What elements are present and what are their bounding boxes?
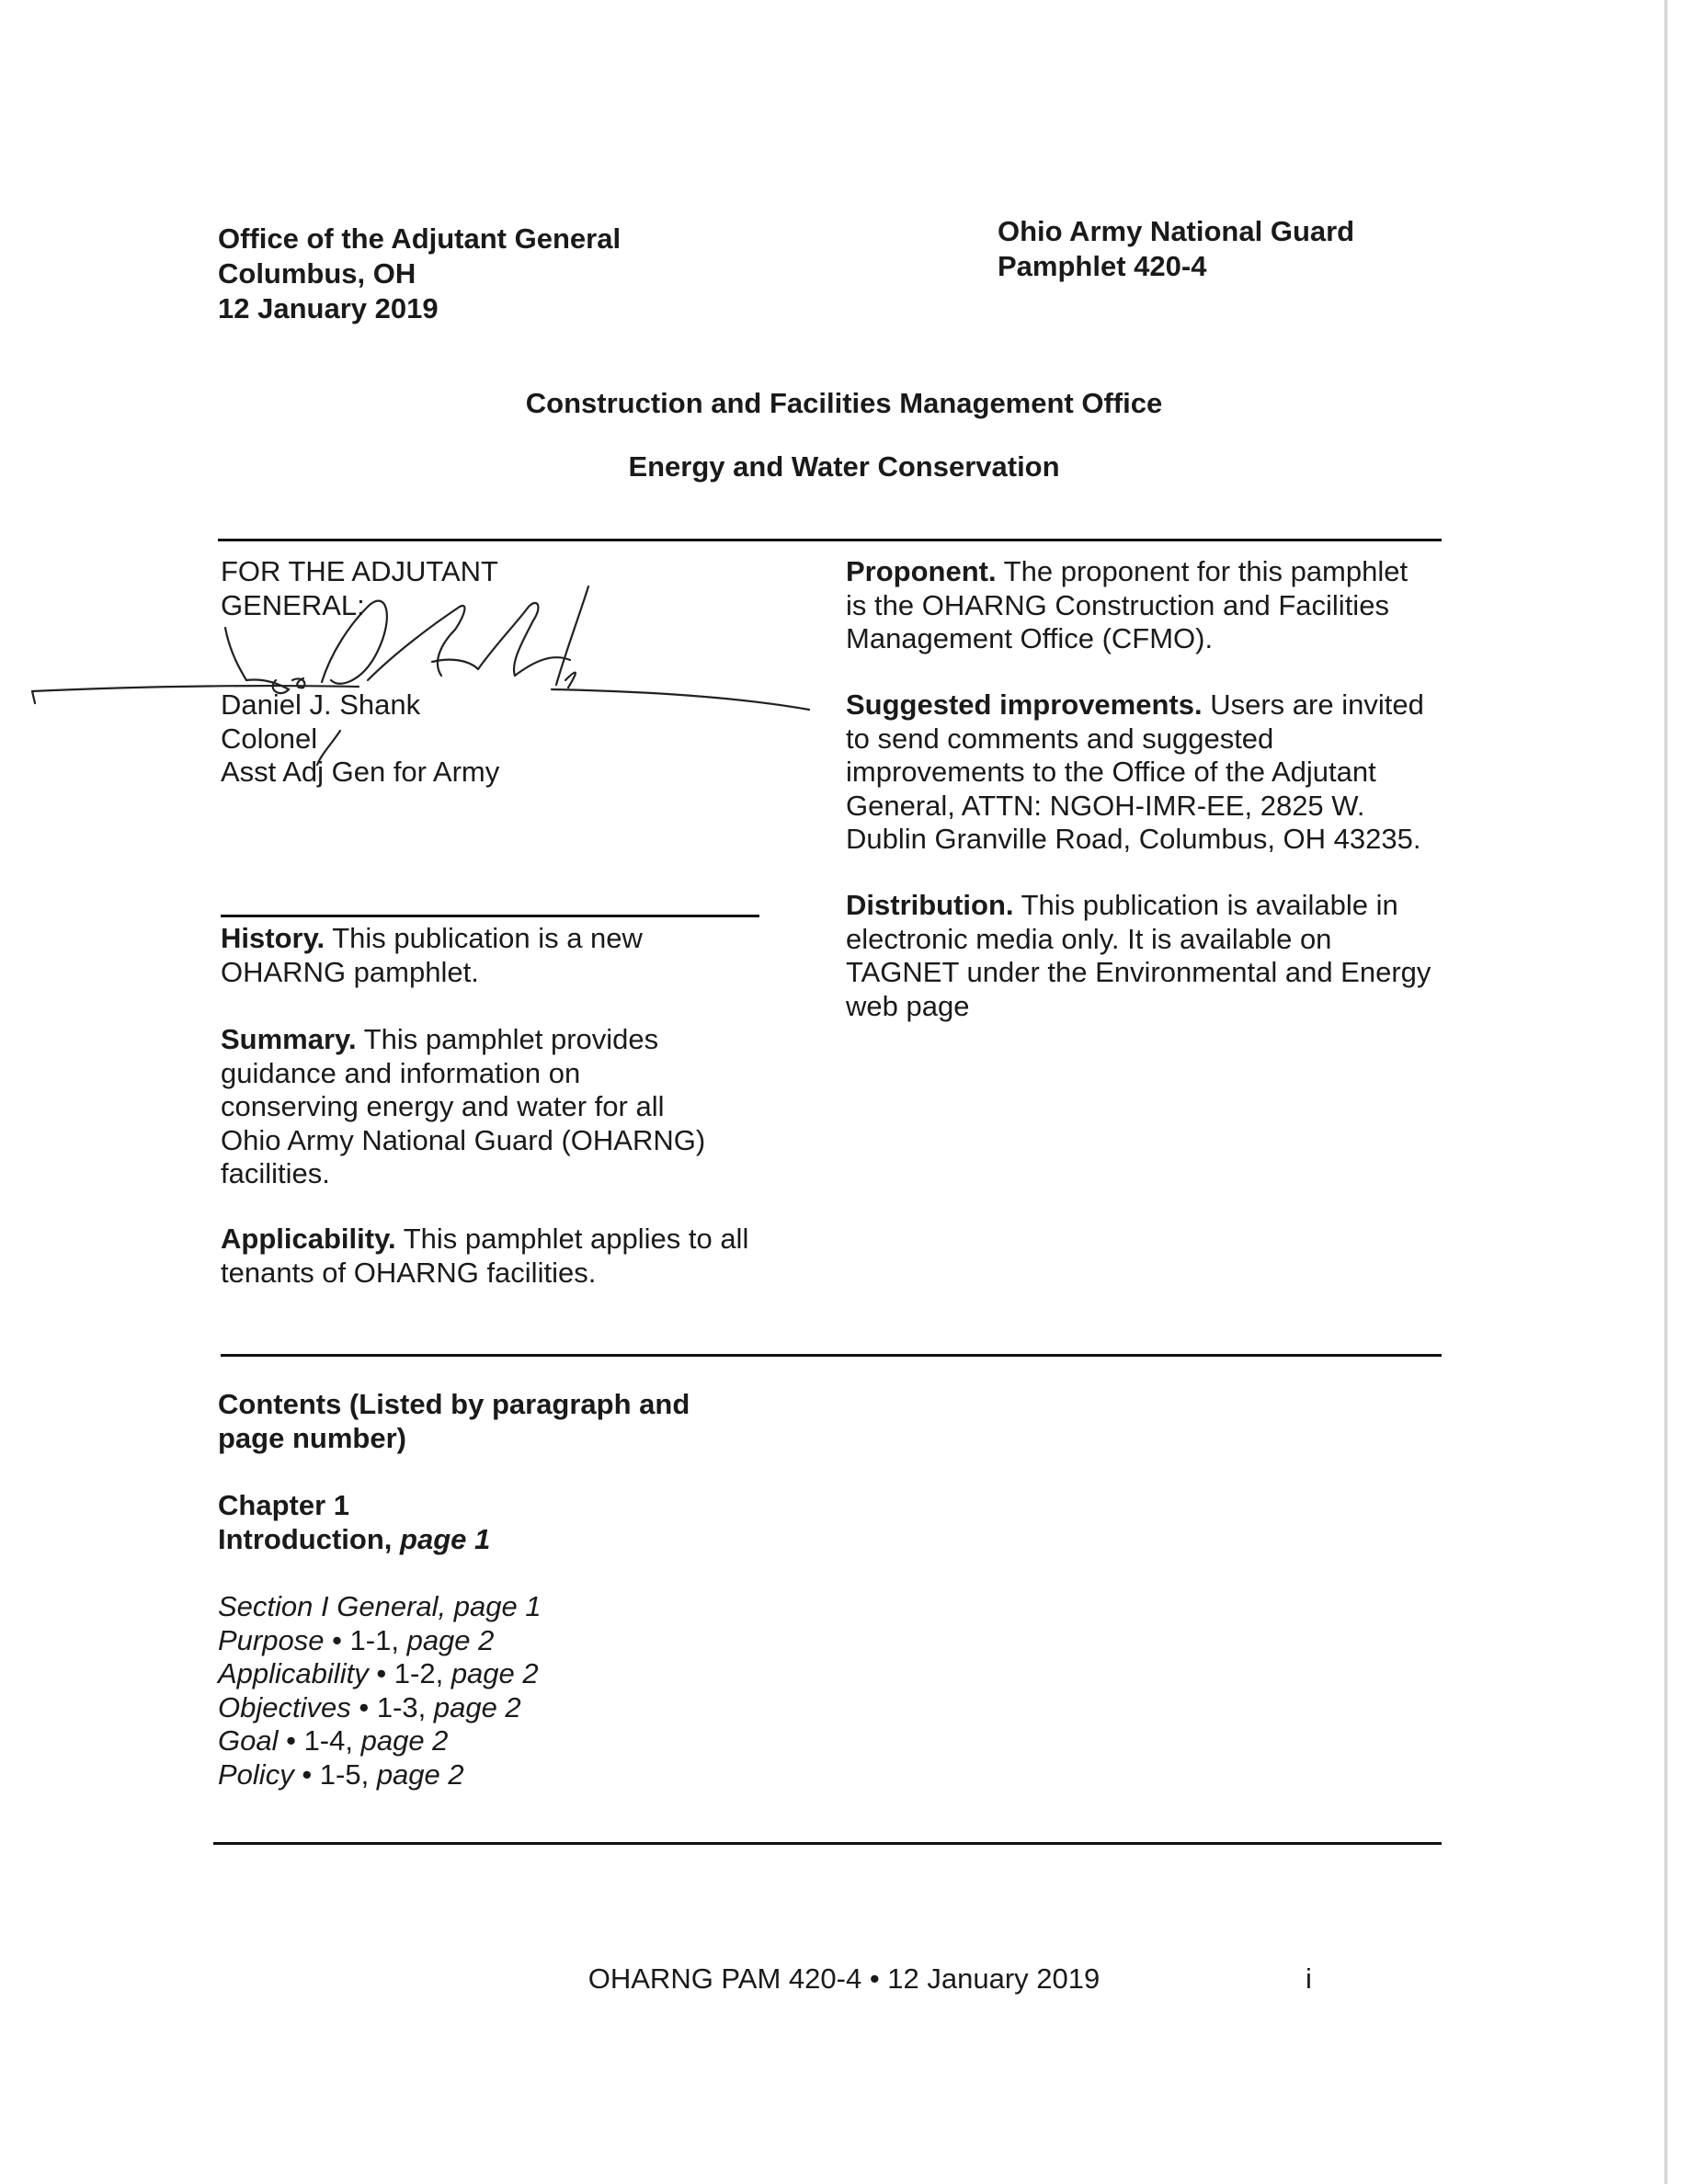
header-city: Columbus, OH [218,257,416,290]
chapter-title: Introduction, [218,1522,393,1555]
header-organization: Ohio Army National Guard [998,215,1355,247]
header-office: Office of the Adjutant General [218,222,622,255]
footer-text: OHARNG PAM 420-4 • 12 January 2019 [587,1962,1101,1995]
suggested-improvements-text: Users are invited [1210,688,1424,721]
history-line: OHARNG pamphlet. [221,955,479,988]
scan-edge [1664,0,1668,2184]
suggested-improvements-line: Dublin Granville Road, Columbus, OH 43235. [846,823,1421,855]
proponent-text: The proponent for this pamphlet [1003,555,1409,587]
proponent-section [846,555,1408,656]
middle-rule [221,1354,1442,1357]
suggested-improvements-line: improvements to the Office of the Adjutant [846,756,1376,788]
distribution-line: electronic media only. It is available on [846,922,1332,955]
toc-item[interactable]: Goal • 1-4, page 2 [218,1724,449,1757]
distribution-text: This publication is available in [1021,889,1398,921]
signatory-title: Asst Adj Gen for Army [221,756,500,788]
applicability-line: tenants of OHARNG facilities. [221,1256,597,1289]
contents-heading-line-2: page number) [218,1421,406,1454]
applicability-heading: Applicability. [221,1223,396,1255]
header-right [998,214,1354,284]
toc-item[interactable]: Section I General, page 1 [218,1590,542,1622]
history-section [221,922,643,989]
proponent-line: is the OHARNG Construction and Facilities [846,588,1389,621]
suggested-improvements-line: General, ATTN: NGOH-IMR-EE, 2825 W. [846,789,1365,822]
contents-heading-line-1: Contents (Listed by paragraph and [218,1388,690,1420]
header-date: 12 January 2019 [218,292,439,324]
summary-text: This pamphlet provides [363,1023,659,1055]
office-title: Construction and Facilities Management Office [525,387,1163,419]
signatory-rank: Colonel [221,722,318,755]
for-label-line-1: FOR THE ADJUTANT [221,555,498,587]
proponent-line: Management Office (CFMO). [846,622,1214,654]
toc-item[interactable]: Applicability • 1-2, page 2 [218,1657,539,1689]
header-pamphlet-number: Pamphlet 420-4 [998,250,1207,282]
summary-line: guidance and information on [221,1056,581,1089]
bottom-rule [213,1842,1442,1845]
toc-item[interactable]: Policy • 1-5, page 2 [218,1757,464,1791]
page-number: i [1306,1962,1312,1995]
distribution-line: TAGNET under the Environmental and Energy [846,956,1431,988]
chapter-page: page 1 [400,1522,491,1555]
chapter-heading [218,1489,490,1556]
contents-heading [218,1388,690,1455]
summary-line: facilities. [221,1157,330,1189]
history-heading: History. [221,922,325,954]
toc-item[interactable]: Purpose • 1-1, page 2 [218,1623,495,1656]
toc-item[interactable]: Objectives • 1-3, page 2 [218,1690,521,1723]
suggested-improvements-heading: Suggested improvements. [846,688,1203,721]
header-left [218,222,621,326]
distribution-section [846,889,1431,1023]
distribution-line: web page [846,989,970,1022]
applicability-section [221,1223,748,1290]
summary-line: conserving energy and water for all [221,1090,665,1122]
suggested-improvements-line: to send comments and suggested [846,722,1274,755]
contents-list [218,1590,542,1792]
left-column-rule [221,915,759,917]
history-text: This publication is a new [332,922,643,954]
document-title: Energy and Water Conservation [628,450,1060,483]
summary-section [221,1023,705,1191]
applicability-text: This pamphlet applies to all [403,1223,749,1255]
top-rule [218,539,1442,541]
signatory [221,688,499,790]
for-label-line-2: GENERAL: [221,588,365,621]
suggested-improvements-section [846,688,1424,857]
distribution-heading: Distribution. [846,889,1014,921]
proponent-heading: Proponent. [846,555,997,587]
summary-heading: Summary. [221,1023,357,1055]
chapter-label: Chapter 1 [218,1489,349,1521]
signatory-name: Daniel J. Shank [221,688,421,721]
summary-line: Ohio Army National Guard (OHARNG) [221,1123,706,1156]
